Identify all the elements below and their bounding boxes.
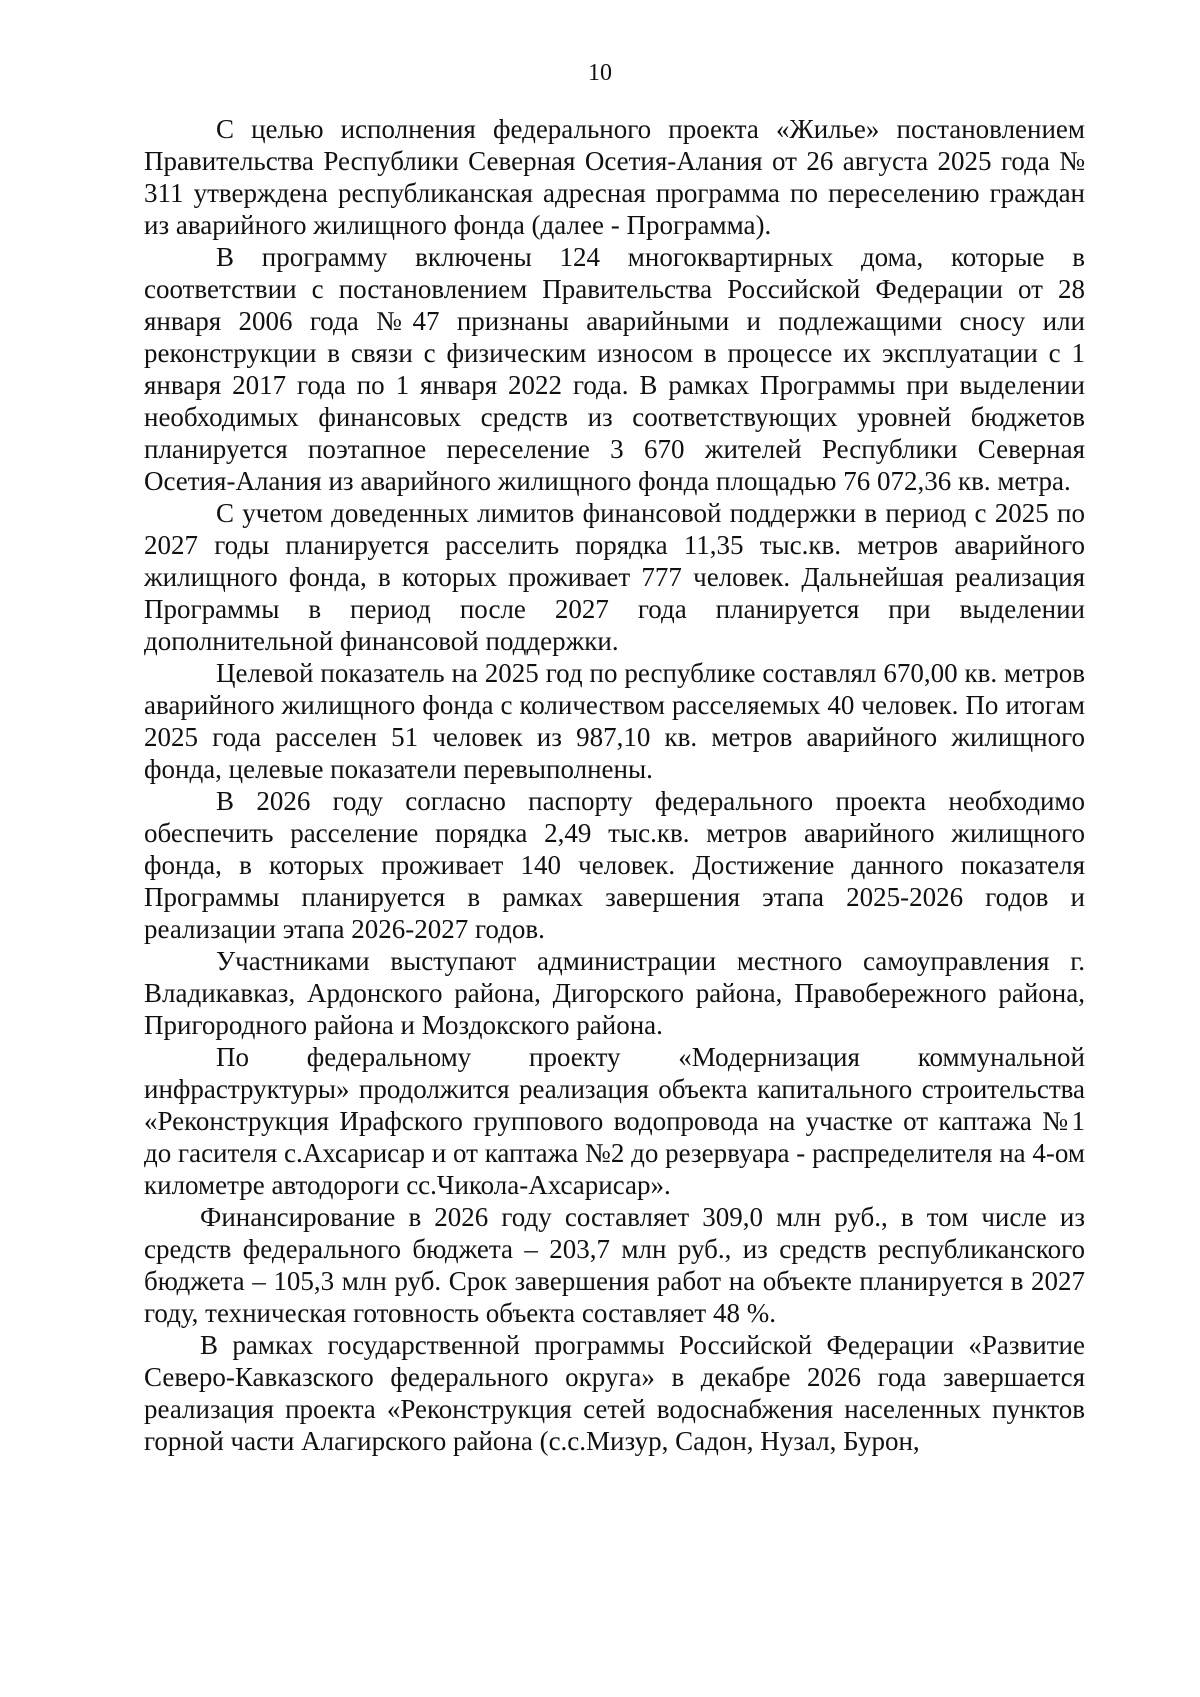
paragraph-resettlement-limits: С учетом доведенных лимитов финансовой поддержки в период с 2025 по 2027 годы планируется расселить порядка 11,35 тыс.кв. метров аварийного жилищного фонда, в которых проживает 777 человек. Дальнейшая реализация Программы в период после 2027 года планируется при выделении дополнительной финансовой поддержки. bbox=[144, 498, 1085, 656]
paragraph-program-houses: В программу включены 124 многоквартирных дома, которые в соответствии с постановлением Правительства Российской Федерации от 28 января 2006 года №47 признаны аварийными и подлежащими сносу или реконструкции в связи с физическим износом в процессе их эксплуатации с 1 января 2017 года по 1 января 2022 года. В рамках Программы при выделении необходимых финансовых средств из соответствующих уровней бюджетов планируется поэтапное переселение 3 670 жителей Республики Северная Осетия-Алания из аварийного жилищного фонда площадью 76 072,36 кв. метра. bbox=[144, 242, 1085, 496]
paragraph-participants: Участниками выступают администрации местного самоуправления г. Владикавказ, Ардонского района, Дигорского района, Правобережного района, Пригородного района и Моздокского района. bbox=[144, 946, 1085, 1040]
document-body bbox=[144, 113, 1085, 1457]
paragraph-target-2025: Целевой показатель на 2025 год по республике составлял 670,00 кв. метров аварийного жилищного фонда с количеством расселяемых 40 человек. По итогам 2025 года расселен 51 человек из 987,10 кв. метров аварийного жилищного фонда, целевые показатели перевыполнены. bbox=[144, 658, 1085, 784]
paragraph-housing-project: С целью исполнения федерального проекта «Жилье» постановлением Правительства Республики Северная Осетия-Алания от 26 августа 2025 года № 311 утверждена республиканская адресная программа по переселению граждан из аварийного жилищного фонда (далее - Программа). bbox=[144, 114, 1085, 240]
page-number: 10 bbox=[588, 60, 612, 86]
paragraph-financing: Финансирование в 2026 году составляет 309,0 млн руб., в том числе из средств федерального бюджета – 203,7 млн руб., из средств республиканского бюджета – 105,3 млн руб. Срок завершения работ на объекте планируется в 2027 году, техническая готовность объекта составляет 48 %. bbox=[144, 1202, 1085, 1328]
paragraph-plan-2026: В 2026 году согласно паспорту федерального проекта необходимо обеспечить расселение порядка 2,49 тыс.кв. метров аварийного жилищного фонда, в которых проживает 140 человек. Достижение данного показателя Программы планируется в рамках завершения этапа 2025-2026 годов и реализации этапа 2026-2027 годов. bbox=[144, 786, 1085, 944]
paragraph-infrastructure-project: По федеральному проекту «Модернизация коммунальной инфраструктуры» продолжится реализация объекта капитального строительства «Реконструкция Ирафского группового водопровода на участке от каптажа №1 до гасителя с.Ахсарисар и от каптажа №2 до резервуара - распределителя на 4-ом километре автодороги сс.Чикола-Ахсарисар». bbox=[144, 1042, 1085, 1200]
paragraph-north-caucasus-program: В рамках государственной программы Российской Федерации «Развитие Северо-Кавказского федерального округа» в декабре 2026 года завершается реализация проекта «Реконструкция сетей водоснабжения населенных пунктов горной части Алагирского района (с.с.Мизур, Садон, Нузал, Бурон, bbox=[144, 1330, 1085, 1456]
